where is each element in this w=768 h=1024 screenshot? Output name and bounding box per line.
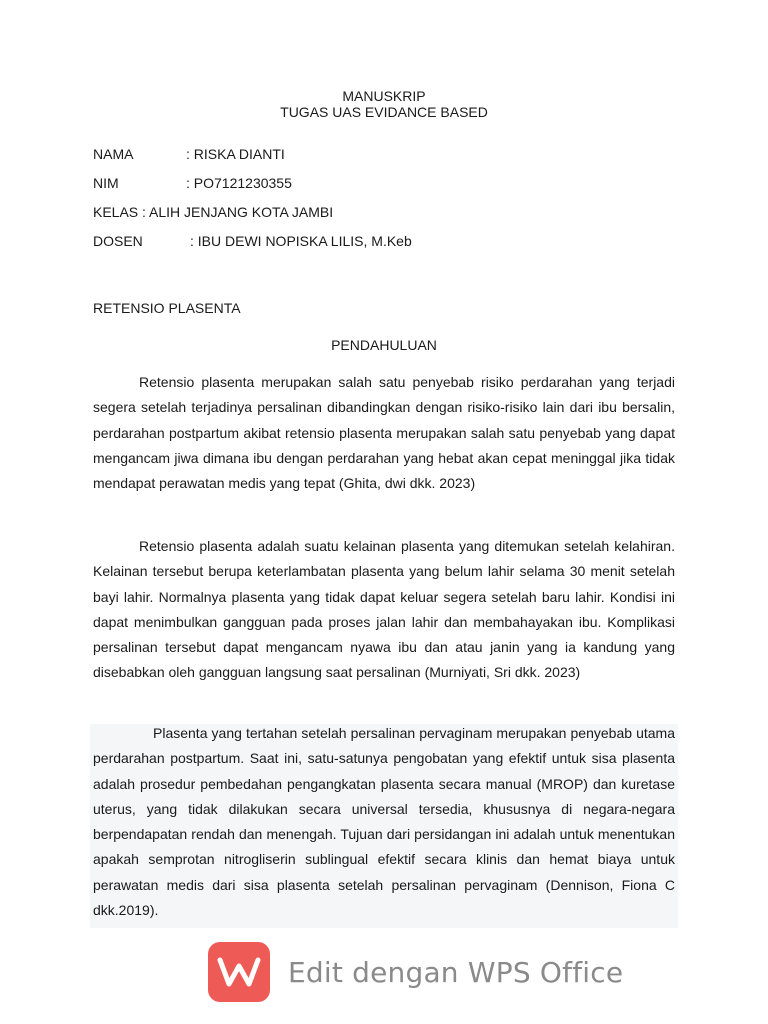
section-title: RETENSIO PLASENTA xyxy=(93,300,241,316)
nim-value: : PO7121230355 xyxy=(186,175,292,191)
wps-logo-icon[interactable] xyxy=(208,942,270,1002)
nama-value: : RISKA DIANTI xyxy=(186,146,285,162)
paragraph-2: Retensio plasenta adalah suatu kelainan plasenta yang ditemukan setelah kelahiran. Kelainan tersebut berupa keterlambatan plasenta yang belum lahir selama 30 menit setelah bayi lahir. Normalnya plasenta yang tidak dapat keluar segera setelah baru lahir. Kondisi ini dapat menimbulkan gangguan pada proses jalan lahir dan membahayakan ibu. Komplikasi persalinan tersebut dapat mengancam nyawa ibu dan atau janin yang ia kandung yang disebabkan oleh gangguan langsung saat persalinan (Murniyati, Sri dkk. 2023) xyxy=(93,538,675,681)
dosen-value: : IBU DEWI NOPISKA LILIS, M.Keb xyxy=(190,233,412,249)
manuscript-title: MANUSKRIP xyxy=(342,88,426,104)
identity-dosen-row xyxy=(93,233,412,249)
wps-banner-text[interactable]: Edit dengan WPS Office xyxy=(288,955,624,989)
identity-kelas-row xyxy=(93,204,333,220)
wps-edit-banner[interactable] xyxy=(208,942,623,1002)
paragraph-1: Retensio plasenta merupakan salah satu penyebab risiko perdarahan yang terjadi segera setelah terjadinya persalinan dibandingkan dengan risiko-risiko lain dari ibu bersalin, perdarahan postpartum akibat retensio plasenta merupakan salah satu penyebab yang dapat mengancam jiwa dimana ibu dengan perdarahan yang hebat akan cepat meninggal jika tidak mendapat perawatan medis yang tepat (Ghita, dwi dkk. 2023) xyxy=(93,374,675,492)
nama-label: NAMA xyxy=(93,146,134,162)
nim-label: NIM xyxy=(93,175,119,191)
identity-nama-row xyxy=(93,146,285,162)
manuscript-subtitle: TUGAS UAS EVIDANCE BASED xyxy=(280,104,488,120)
kelas-value: : ALIH JENJANG KOTA JAMBI xyxy=(142,204,334,220)
kelas-label: KELAS xyxy=(93,204,139,220)
identity-nim-row xyxy=(93,175,292,191)
section-subheading: PENDAHULUAN xyxy=(331,337,437,353)
paragraph-3: Plasenta yang tertahan setelah persalinan pervaginam merupakan penyebab utama perdarahan postpartum. Saat ini, satu-satunya pengobatan yang efektif untuk sisa plasenta adalah prosedur pembedahan pengangkatan plasenta secara manual (MROP) dan kuretase uterus, yang tidak dilakukan secara universal tersedia, khususnya di negara-negara berpendapatan rendah dan menengah. Tujuan dari persidangan ini adalah untuk menentukan apakah semprotan nitrogliserin sublingual efektif secara klinis dan hemat biaya untuk perawatan medis dari sisa plasenta setelah persalinan pervaginam (Dennison, Fiona C dkk.2019). xyxy=(93,725,675,919)
dosen-label: DOSEN xyxy=(93,233,143,249)
